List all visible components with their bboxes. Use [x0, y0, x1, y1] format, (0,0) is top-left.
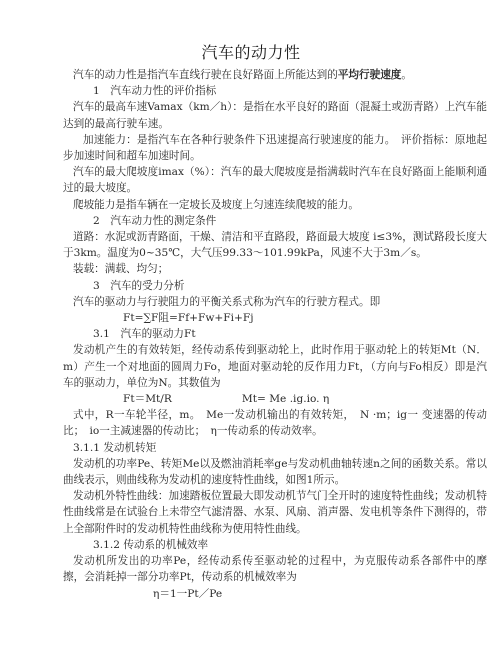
section-heading-3-1: 3.1 汽车的驱动力Ft [93, 328, 196, 341]
paragraph-transmission-efficiency: 发动机所发出的功率Pe，经传动系传至驱动轮的过程中，为克服传动系各部件中的摩擦，会消耗掉一部分功率Pt，传动系的机械效率为 [63, 555, 487, 584]
paragraph-engine-characteristics: 发动机的功率Pe、转矩Me以及燃油消耗率ge与发动机曲轴转速n之间的函数关系。常以曲线表示，则曲线称为发动机的速度特性曲线，如图1所示。 [63, 457, 487, 487]
intro-end: 。 [401, 69, 412, 81]
equation-driving: Ft=∑F阻=Ff+Fw+Fi+Fj [123, 312, 254, 325]
paragraph-loading: 装载：满载、均匀； [73, 263, 169, 276]
equation-efficiency: η＝1一Pt／Pe [153, 587, 223, 600]
paragraph-max-grade: 汽车的最大爬坡度imax（%）：汽车的最大爬坡度是指满载时汽车在良好路面上能顺利通过的最大坡度。 [63, 166, 487, 195]
section-heading-2: 2 汽车动力性的测定条件 [93, 214, 217, 227]
equation-mt: Mt= Me .ig.io. η [241, 393, 330, 406]
paragraph-external-characteristics: 发动机外特性曲线：加速踏板位置最大即发动机节气门全开时的速度特性曲线；发动机特性曲线常是在试验台上未带空气滤清器、水泵、风扇、消声器、发电机等条件下测得的，带上全部附件时的发动机特性曲线称为使用特性曲线。 [63, 490, 487, 535]
paragraph-road-conditions: 道路：水泥或沥青路面，干燥、清洁和平直路段，路面最大坡度 i≤3%，测试路段长度大于3km。温度为0~35℃，大气压99.33～101.99kPa，风速不大于3m／s。 [63, 231, 487, 260]
paragraph-acceleration: 加速能力：是指汽车在各种行驶条件下迅速提高行驶速度的能力。 评价指标：原地起步加速时间和超车加速时间。 [63, 133, 487, 163]
paragraph-driving-equation: 汽车的驱动力与行驶阻力的平衡关系式称为汽车的行驶方程式。即 [73, 295, 381, 308]
paragraph-climbing: 爬坡能力是指车辆在一定坡长及坡度上匀速连续爬坡的能力。 [73, 198, 360, 211]
intro-text: 汽车的动力性是指汽车直线行驶在良好路面上所能达到的 [73, 69, 338, 81]
page-title: 汽车的动力性 [201, 43, 301, 62]
document-body [63, 67, 487, 602]
intro-emphasis: 平均行驶速度 [337, 69, 402, 81]
equation-ft: Ft＝Mt/R [123, 393, 172, 406]
paragraph-max-speed: 汽车的最高车速Vamax（km／h）：是指在水平良好的路面（混凝土或沥青路）上汽车能达到的最高行驶车速。 [63, 101, 487, 130]
equation-torque [63, 391, 487, 407]
paragraph-symbols: 式中，R一车轮半径，m。 Me一发动机输出的有效转矩， N ·m；ig一 变速器的传动比； io一主减速器的传动比； η一传动系的传动效率。 [63, 409, 487, 438]
intro-paragraph [63, 67, 487, 83]
section-heading-3-1-2: 3.1.2 传动系的机械效率 [93, 538, 209, 551]
paragraph-driving-force: 发动机产生的有效转矩，经传动系传到驱动轮上，此时作用于驱动轮上的转矩Mt（N．m）产生一个对地面的圆周力Fo，地面对驱动轮的反作用力Ft，（方向与Fo相反）即是汽车的驱动力，单位为N。其数值为 [63, 344, 487, 389]
section-heading-1: 1 汽车动力性的评价指标 [93, 85, 217, 98]
section-heading-3: 3 汽车的受力分析 [93, 279, 185, 292]
section-heading-3-1-1: 3.1.1 发动机转矩 [73, 441, 157, 454]
